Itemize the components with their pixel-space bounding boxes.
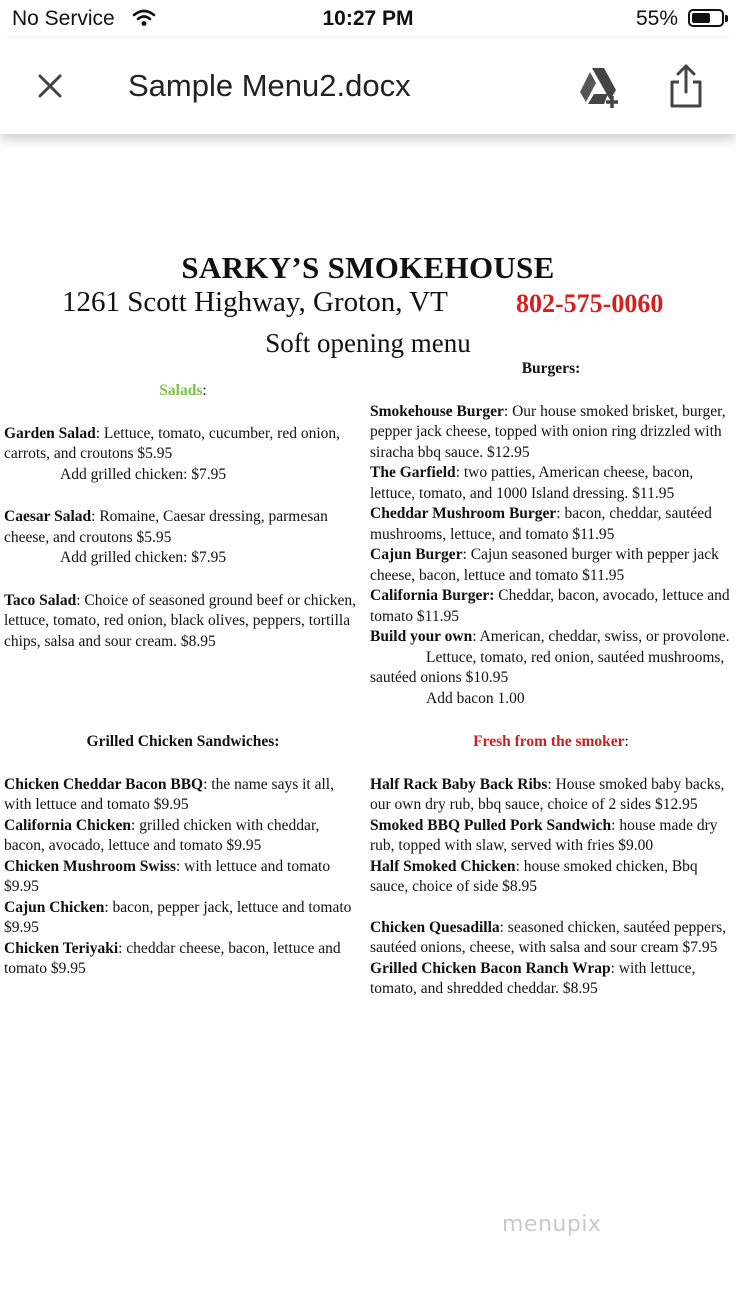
chicken-sandwiches-section	[4, 732, 362, 980]
item-name: California Chicken	[4, 816, 132, 834]
item-desc: : Cajun seasoned burger with pepper jack cheese, bacon, lettuce and tomato $11.95	[370, 546, 719, 584]
restaurant-phone: 802-575-0060	[516, 289, 664, 318]
item-desc: : two patties, American cheese, bacon, lettuce, tomato, and 1000 Island dressing. $11.95	[370, 464, 694, 502]
item-name: Build your own	[370, 628, 473, 645]
item-name: Cajun Chicken	[4, 898, 105, 916]
item-desc: : American, cheddar, swiss, or provolone.	[472, 628, 730, 645]
burgers-heading: Burgers:	[521, 360, 581, 377]
item-desc: : bacon, pepper jack, lettuce and tomato $9.95	[4, 898, 352, 936]
smoker-section: Fresh from the smoker: Half Rack Baby Back Ribs: House smoked baby backs, our own dry rub, bbq sauce, choice of 2 sides $12.95 Smoked BBQ Pulled Pork Sandwich: house made dry rub, topped with slaw, served with fries $9.00 Half Smoked Chicken: house smoked chicken, Bbq sauce, choice of side $8.95 Chicken Quesadilla: seasoned chicken, sautéed peppers, sautéed onions, cheese, with salsa and sour cream $7.95 Grilled Chicken Bacon Ranch Wrap: with lettuce, tomato, and shredded cheddar. $8.95	[370, 732, 732, 1000]
item-desc: : Romaine, Caesar dressing, parmesan cheese, and croutons $5.95	[4, 508, 328, 546]
menu-item	[4, 507, 362, 548]
menu-item	[370, 857, 732, 898]
menu-item	[370, 775, 732, 816]
battery-percent: 55%	[635, 7, 678, 30]
item-name: Smokehouse Burger	[370, 402, 504, 420]
battery-icon	[688, 9, 724, 27]
byo-options: Lettuce, tomato, red onion, sautéed mushrooms, sautéed onions $10.95	[370, 648, 725, 686]
menu-subtitle: Soft opening menu	[265, 328, 471, 358]
status-bar	[0, 0, 736, 38]
item-name: Half Smoked Chicken	[370, 857, 516, 875]
document-title: Sample Menu2.docx	[128, 68, 411, 103]
menu-item	[4, 898, 362, 939]
menu-item	[370, 627, 732, 648]
item-desc: : bacon, cheddar, sautéed mushrooms, lettuce, and tomato $11.95	[370, 505, 712, 543]
item-name: Taco Salad	[4, 591, 77, 609]
item-name: Cheddar Mushroom Burger	[370, 505, 557, 522]
item-addon: Add grilled chicken: $7.95	[60, 465, 227, 483]
item-addon: Add grilled chicken: $7.95	[60, 549, 227, 566]
item-desc: : cheddar cheese, bacon, lettuce and tomato $9.95	[4, 939, 341, 977]
menu-item	[370, 504, 732, 545]
item-desc: : Our house smoked brisket, burger, pepper jack cheese, topped with onion ring drizzled with siracha bbq sauce. $12.95	[370, 402, 726, 461]
item-name: California Burger:	[370, 587, 495, 604]
item-name: Caesar Salad	[4, 508, 92, 525]
chicken-sandwiches-heading: Grilled Chicken Sandwiches:	[86, 733, 280, 750]
item-name: Garden Salad	[4, 424, 96, 442]
item-name: Chicken Teriyaki	[4, 939, 119, 957]
menu-item	[4, 939, 362, 980]
carrier-label: No Service	[12, 7, 115, 30]
item-name: Chicken Quesadilla	[370, 918, 500, 936]
item-desc: : Lettuce, tomato, cucumber, red onion, carrots, and croutons $5.95	[4, 424, 341, 462]
item-desc: : with lettuce, tomato, and shredded cheddar. $8.95	[370, 959, 696, 997]
menu-item	[370, 816, 732, 857]
add-to-drive-icon[interactable]	[578, 66, 624, 113]
menu-item	[370, 959, 732, 1000]
clock: 10:27 PM	[322, 7, 414, 30]
item-desc: : grilled chicken with cheddar, bacon, avocado, lettuce and tomato $9.95	[4, 816, 320, 854]
item-desc: : House smoked baby backs, our own dry rub, bbq sauce, choice of 2 sides $12.95	[370, 775, 725, 813]
menu-item	[4, 424, 362, 465]
document-toolbar	[0, 38, 736, 134]
menu-item	[370, 463, 732, 504]
item-desc: : with lettuce and tomato $9.95	[4, 857, 331, 895]
salads-heading: Salads	[159, 382, 203, 399]
menu-item	[370, 586, 732, 627]
item-desc: : the name says it all, with lettuce and tomato $9.95	[4, 775, 334, 813]
share-icon[interactable]	[668, 64, 704, 115]
menu-item	[370, 918, 732, 959]
item-name: Cajun Burger	[370, 546, 463, 563]
item-name: Chicken Cheddar Bacon BBQ	[4, 775, 204, 793]
document-page	[0, 134, 736, 1310]
item-name: Grilled Chicken Bacon Ranch Wrap	[370, 959, 611, 977]
menu-item	[4, 857, 362, 898]
restaurant-address: 1261 Scott Highway, Groton, VT	[62, 286, 448, 318]
menu-item	[4, 775, 362, 816]
item-desc: Cheddar, bacon, avocado, lettuce and tomato $11.95	[370, 587, 730, 625]
item-desc: : seasoned chicken, sautéed peppers, sautéed onions, cheese, with salsa and sour cream $7.95	[370, 918, 727, 956]
menu-item	[4, 816, 362, 857]
restaurant-name: SARKY’S SMOKEHOUSE	[181, 250, 555, 285]
item-desc: : house made dry rub, topped with slaw, served with fries $9.00	[370, 816, 718, 854]
salads-section: Salads: Garden Salad: Lettuce, tomato, cucumber, red onion, carrots, and croutons $5.95 Add grilled chicken: $7.95 Caesar Salad: Romaine, Caesar dressing, parmesan cheese, and croutons $5.95 Add grilled chicken: $7.95 Taco Salad: Choice of seasoned ground beef or chicken, lettuce, tomato, red onion, black olives, peppers, tortilla chips, salsa and sour cream. $8.95	[4, 381, 362, 652]
burgers-section	[370, 359, 732, 709]
item-name: Smoked BBQ Pulled Pork Sandwich	[370, 816, 612, 834]
item-desc: : house smoked chicken, Bbq sauce, choice of side $8.95	[370, 857, 698, 895]
smoker-heading: Fresh from the smoker	[473, 733, 625, 750]
menu-item	[370, 545, 732, 586]
item-name: Chicken Mushroom Swiss	[4, 857, 176, 875]
item-desc: : Choice of seasoned ground beef or chicken, lettuce, tomato, red onion, black olives, peppers, tortilla chips, salsa and sour cream. $8.95	[4, 591, 356, 650]
byo-addon: Add bacon 1.00	[426, 689, 525, 707]
menu-item	[370, 402, 732, 464]
item-name: Half Rack Baby Back Ribs	[370, 775, 548, 793]
close-icon[interactable]	[34, 70, 66, 102]
menupix-watermark: menupix	[502, 1212, 602, 1237]
menu-item	[4, 591, 362, 653]
item-name: The Garfield	[370, 464, 456, 481]
